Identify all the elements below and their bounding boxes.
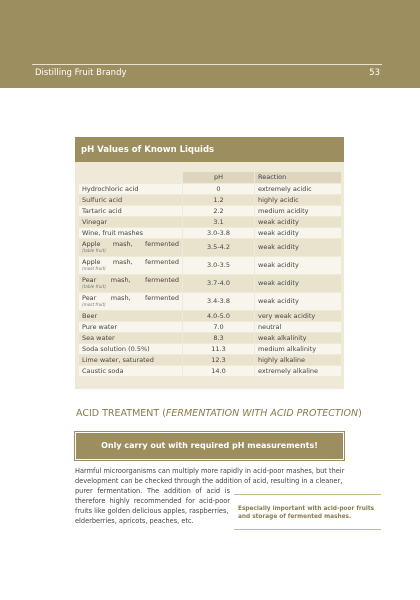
table-row	[79, 322, 342, 333]
header-divider	[32, 64, 382, 65]
reaction-cell: weak acidity	[255, 217, 342, 228]
ph-value-cell: 2.2	[183, 206, 255, 217]
liquid-name-cell: Pure water	[79, 322, 183, 333]
liquid-name-cell: Caustic soda	[79, 366, 183, 377]
liquid-name-cell: Sulfuric acid	[79, 195, 183, 206]
table-row	[79, 228, 342, 239]
ph-table-title: pH Values of Known Liquids	[75, 137, 344, 162]
liquid-name: Pear mash, fermented	[82, 294, 179, 302]
reaction-cell: weak acidity	[255, 228, 342, 239]
notice-box: Only carry out with required pH measurements!	[75, 432, 344, 460]
body-line: elderberries, apricots, peaches, etc.	[75, 517, 194, 525]
liquid-name-cell: Lime water, saturated	[79, 355, 183, 366]
liquid-name-cell: Hydrochloric acid	[79, 184, 183, 195]
table-row	[79, 275, 342, 293]
section-heading-end: )	[358, 408, 362, 419]
ph-table-box	[75, 137, 344, 389]
ph-value-cell: 7.0	[183, 322, 255, 333]
liquid-name-cell	[79, 293, 183, 311]
reaction-cell: highly acidic	[255, 195, 342, 206]
reaction-cell: weak acidity	[255, 257, 342, 275]
liquid-name-cell: Tartaric acid	[79, 206, 183, 217]
table-row	[79, 195, 342, 206]
body-line: purer fermentation. The addition of acid is	[75, 487, 230, 495]
table-row	[79, 239, 342, 257]
ph-value-cell: 8.3	[183, 333, 255, 344]
ph-table-body	[79, 184, 342, 377]
table-row	[79, 311, 342, 322]
body-line: Harmful microorganisms can multiply more rapidly in acid-poor mashes, but their	[75, 467, 345, 475]
reaction-cell: weak acidity	[255, 275, 342, 293]
table-row	[79, 355, 342, 366]
body-line: fruits like golden delicious apples, raspberries,	[75, 507, 229, 515]
col-header-reaction: Reaction	[255, 172, 342, 184]
liquid-name-cell: Beer	[79, 311, 183, 322]
ph-value-cell: 3.0-3.8	[183, 228, 255, 239]
table-row	[79, 344, 342, 355]
reaction-cell: weak acidity	[255, 239, 342, 257]
table-row	[79, 366, 342, 377]
section-heading-italic: FERMENTATION WITH ACID PROTECTION	[165, 408, 359, 419]
ph-value-cell: 3.0-3.5	[183, 257, 255, 275]
liquid-name: Apple mash, fermented	[82, 240, 179, 248]
body-line: development can be checked through the addition of acid, resulting in a cleaner,	[75, 477, 343, 485]
reaction-cell: extremely acidic	[255, 184, 342, 195]
reaction-cell: medium acidity	[255, 206, 342, 217]
liquid-name: Pear mash, fermented	[82, 276, 179, 284]
ph-value-cell: 3.4-3.8	[183, 293, 255, 311]
ph-value-cell: 4.0-5.0	[183, 311, 255, 322]
ph-value-cell: 3.1	[183, 217, 255, 228]
liquid-name-cell: Wine, fruit mashes	[79, 228, 183, 239]
liquid-subnote: (most fruit)	[82, 266, 106, 271]
reaction-cell: neutral	[255, 322, 342, 333]
ph-table	[78, 171, 342, 377]
liquid-name-cell	[79, 257, 183, 275]
section-heading	[76, 408, 362, 419]
table-row	[79, 257, 342, 275]
ph-value-cell: 3.7-4.0	[183, 275, 255, 293]
liquid-name-cell	[79, 275, 183, 293]
table-row	[79, 333, 342, 344]
sidebar-note: Especially important with acid-poor fruits and storage of fermented mashes.	[234, 494, 381, 530]
ph-value-cell: 12.3	[183, 355, 255, 366]
liquid-subnote: (table fruit)	[82, 284, 106, 289]
liquid-name-cell: Vinegar	[79, 217, 183, 228]
table-row	[79, 293, 342, 311]
table-row	[79, 206, 342, 217]
page-number: 53	[369, 68, 380, 78]
running-header-title: Distilling Fruit Brandy	[35, 68, 127, 78]
table-row	[79, 184, 342, 195]
reaction-cell: very weak acidity	[255, 311, 342, 322]
reaction-cell: extremely alkaline	[255, 366, 342, 377]
reaction-cell: highly alkaline	[255, 355, 342, 366]
table-row	[79, 217, 342, 228]
ph-value-cell: 1.2	[183, 195, 255, 206]
ph-value-cell: 0	[183, 184, 255, 195]
ph-value-cell: 11.3	[183, 344, 255, 355]
ph-value-cell: 3.5-4.2	[183, 239, 255, 257]
liquid-name-cell: Sea water	[79, 333, 183, 344]
liquid-subnote: (table fruit)	[82, 248, 106, 253]
reaction-cell: medium alkalinity	[255, 344, 342, 355]
body-line: therefore highly recommended for acid-poor	[75, 497, 230, 505]
liquid-subnote: (most fruit)	[82, 302, 106, 307]
ph-value-cell: 14.0	[183, 366, 255, 377]
reaction-cell: weak acidity	[255, 293, 342, 311]
liquid-name-cell	[79, 239, 183, 257]
ph-table-header-row	[79, 172, 342, 184]
col-header-ph: pH	[183, 172, 255, 184]
liquid-name-cell: Soda solution (0.5%)	[79, 344, 183, 355]
liquid-name: Apple mash, fermented	[82, 258, 179, 266]
reaction-cell: weak alkalinity	[255, 333, 342, 344]
section-heading-main: ACID TREATMENT (	[76, 408, 166, 419]
col-header-liquid	[79, 172, 183, 184]
